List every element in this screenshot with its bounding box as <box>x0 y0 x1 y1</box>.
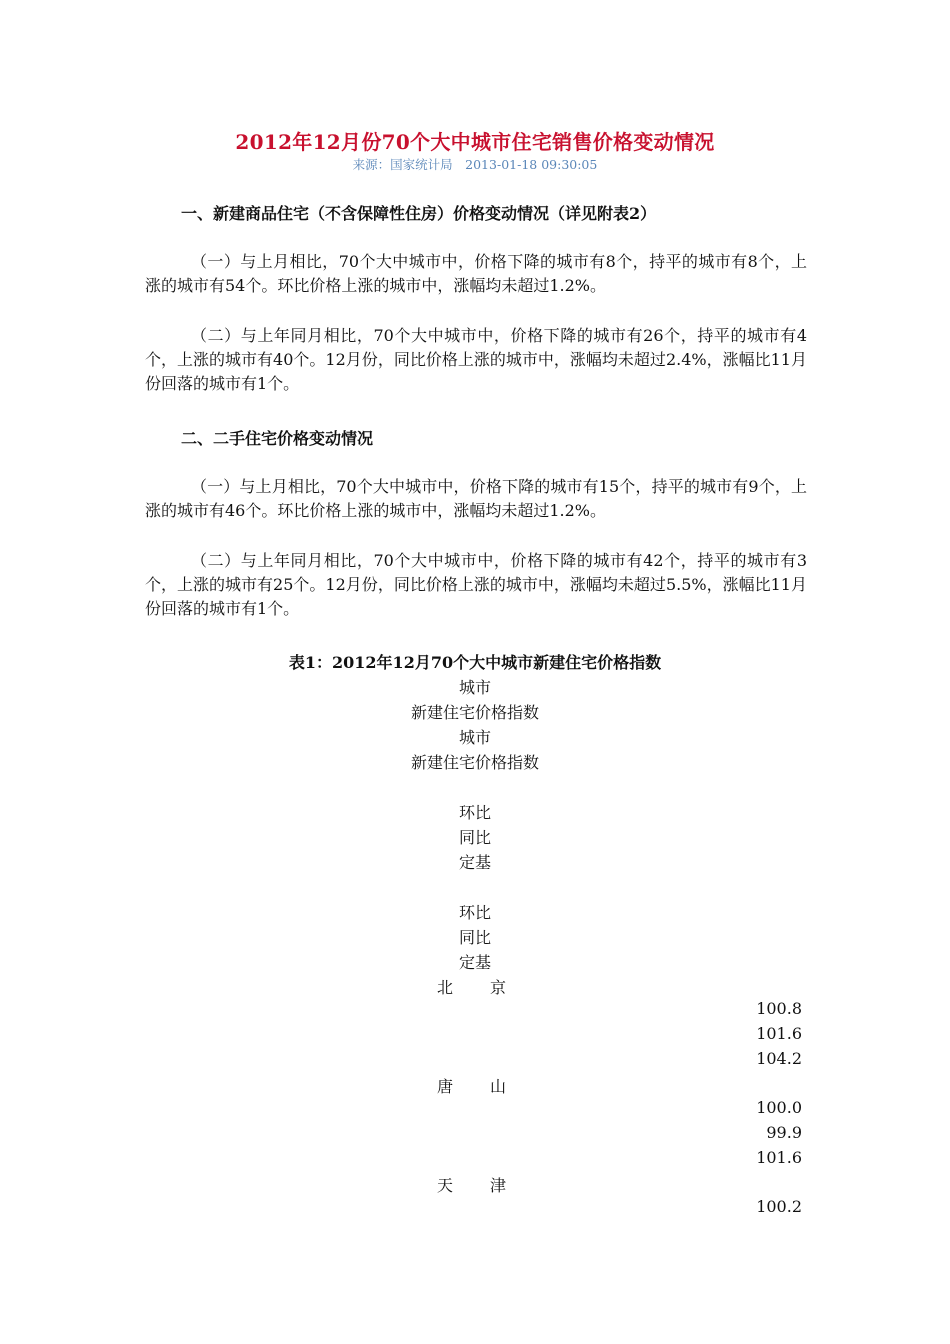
table-header-index-1: 新建住宅价格指数 <box>410 703 539 722</box>
table-cell-mom: 100.0 <box>756 1098 802 1117</box>
section1-paragraph-1: （一）与上月相比，70个大中城市中，价格下降的城市有8个，持平的城市有8个，上涨的城市有54个。环比价格上涨的城市中，涨幅均未超过1.2%。 <box>145 252 807 295</box>
page-title: 2012年12月份70个大中城市住宅销售价格变动情况 <box>235 130 715 154</box>
table-cell-yoy: 99.9 <box>766 1123 802 1142</box>
table-row-city <box>437 1074 506 1097</box>
table-cell-mom: 100.8 <box>756 999 802 1018</box>
source-line: 来源：国家统计局 2013-01-18 09:30:05 <box>352 157 598 172</box>
city-char-1: 唐 <box>437 1077 454 1096</box>
section1-paragraph-2: （二）与上年同月相比，70个大中城市中，价格下降的城市有26个，持平的城市有4个，上涨的城市有40个。12月份，同比价格上涨的城市中，涨幅均未超过2.4%，涨幅比11月份回落的城市有1个。 <box>145 326 807 393</box>
table-row-city <box>437 975 506 998</box>
city-char-2: 津 <box>490 1176 507 1195</box>
table-subheader-base-1: 定基 <box>458 853 491 872</box>
table-subheader-yoy-2: 同比 <box>458 928 491 947</box>
city-char-1: 天 <box>437 1176 454 1195</box>
table-cell-base: 101.6 <box>756 1148 802 1167</box>
city-char-2: 山 <box>490 1077 507 1096</box>
section2-paragraph-1: （一）与上月相比，70个大中城市中，价格下降的城市有15个，持平的城市有9个，上涨的城市有46个。环比价格上涨的城市中，涨幅均未超过1.2%。 <box>145 477 807 520</box>
section1-heading: 一、新建商品住宅（不含保障性住房）价格变动情况（详见附表2） <box>181 204 657 223</box>
table-cell-base: 104.2 <box>756 1049 802 1068</box>
table-title: 表1：2012年12月70个大中城市新建住宅价格指数 <box>288 653 662 672</box>
table-header-city-1: 城市 <box>458 678 491 697</box>
city-char-1: 北 <box>437 978 454 997</box>
table-cell-mom: 100.2 <box>756 1197 802 1216</box>
table-subheader-base-2: 定基 <box>458 953 491 972</box>
table-subheader-mom-2: 环比 <box>458 903 491 922</box>
table-subheader-yoy-1: 同比 <box>458 828 491 847</box>
table-cell-yoy: 101.6 <box>756 1024 802 1043</box>
table-header-index-2: 新建住宅价格指数 <box>410 753 539 772</box>
table-subheader-mom-1: 环比 <box>458 803 491 822</box>
city-char-2: 京 <box>490 978 507 997</box>
section2-heading: 二、二手住宅价格变动情况 <box>181 429 374 448</box>
table-header-city-2: 城市 <box>458 728 491 747</box>
section2-paragraph-2: （二）与上年同月相比，70个大中城市中，价格下降的城市有42个，持平的城市有3个，上涨的城市有25个。12月份，同比价格上涨的城市中，涨幅均未超过5.5%，涨幅比11月份回落的城市有1个。 <box>145 551 807 618</box>
table-row-city <box>437 1173 506 1196</box>
